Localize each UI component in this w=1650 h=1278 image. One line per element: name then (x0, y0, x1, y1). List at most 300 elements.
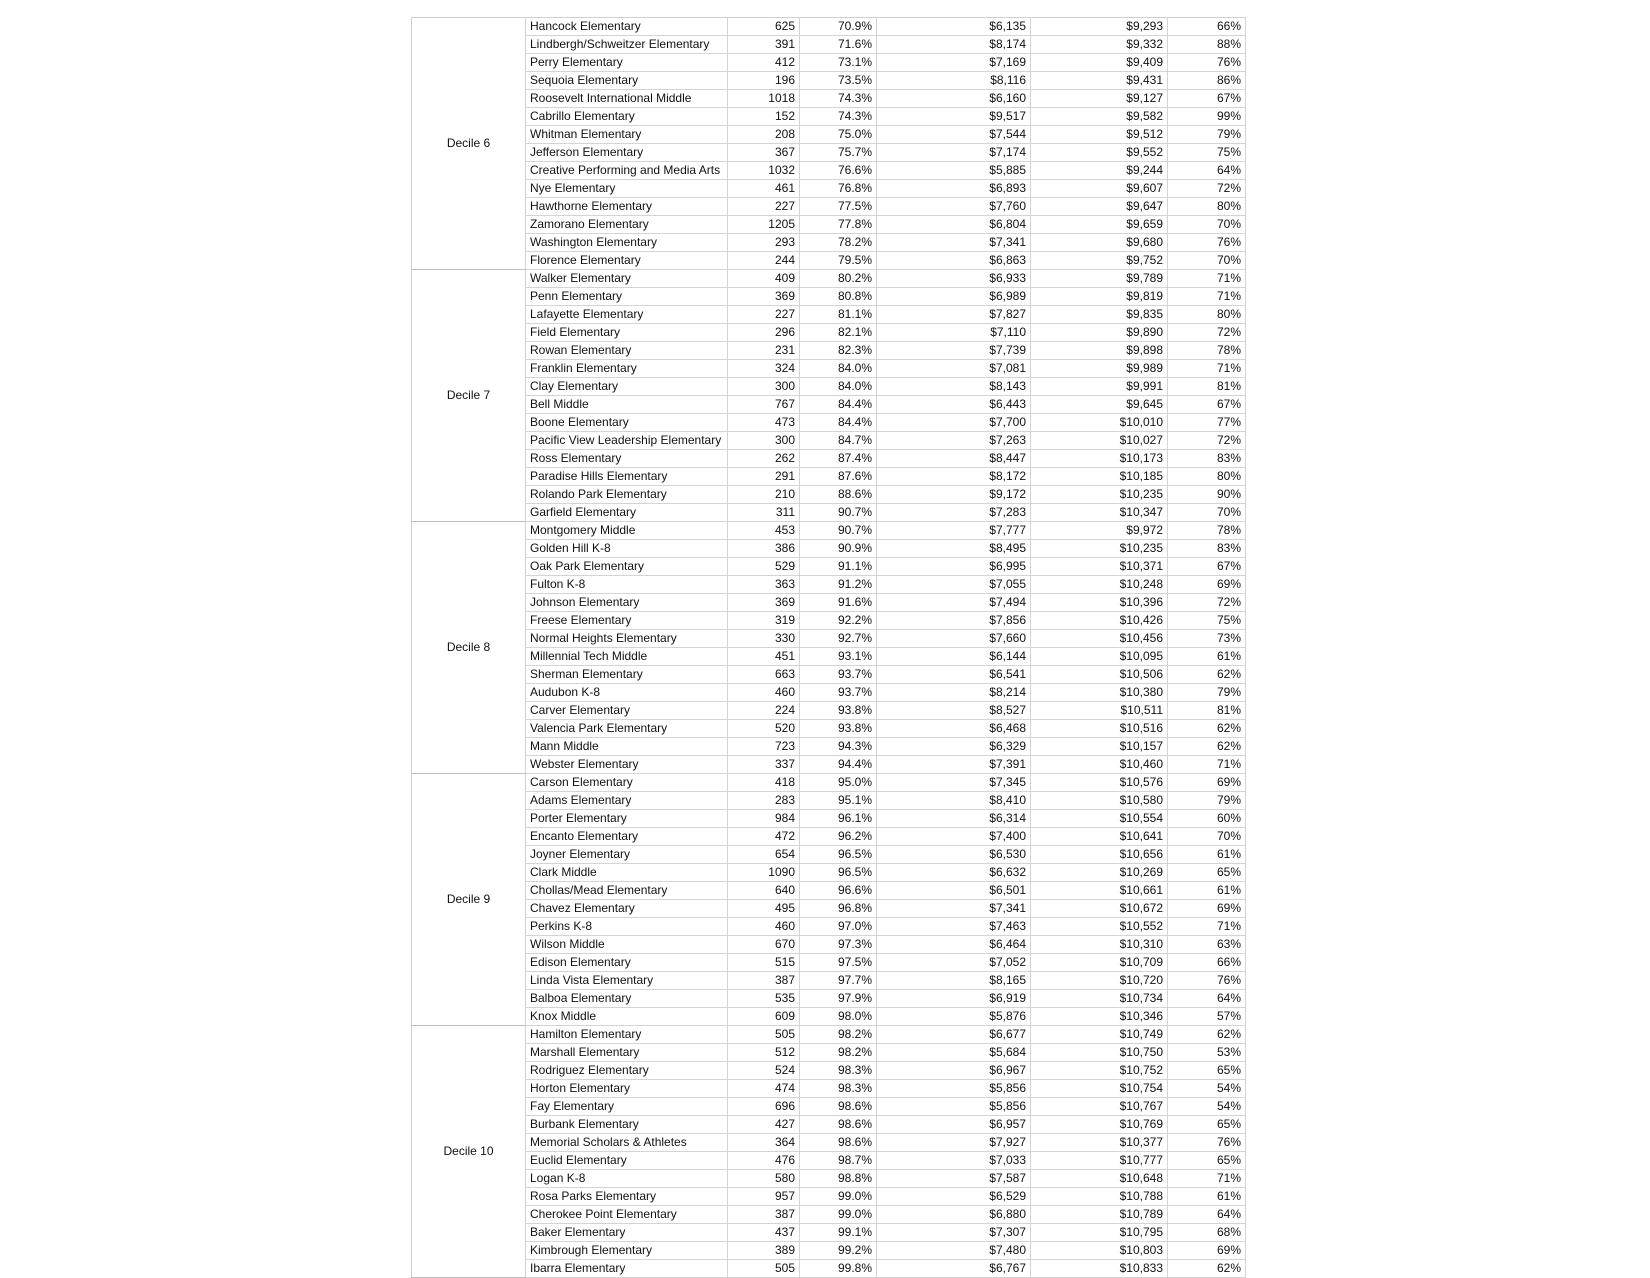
cell-pct: 99.2% (800, 1242, 877, 1260)
cell-ratio: 86% (1168, 72, 1246, 90)
cell-spend-a: $8,527 (877, 702, 1031, 720)
cell-enrollment: 1090 (728, 864, 800, 882)
cell-ratio: 65% (1168, 1062, 1246, 1080)
cell-pct: 96.5% (800, 846, 877, 864)
table-row (412, 1206, 1246, 1224)
table-row (412, 1152, 1246, 1170)
cell-pct: 77.8% (800, 216, 877, 234)
cell-ratio: 83% (1168, 450, 1246, 468)
cell-spend-b: $10,235 (1031, 486, 1168, 504)
cell-enrollment: 311 (728, 504, 800, 522)
cell-spend-a: $7,760 (877, 198, 1031, 216)
cell-name: Logan K-8 (526, 1170, 728, 1188)
cell-ratio: 76% (1168, 234, 1246, 252)
cell-spend-a: $6,957 (877, 1116, 1031, 1134)
cell-name: Hancock Elementary (526, 18, 728, 36)
cell-name: Lindbergh/Schweitzer Elementary (526, 36, 728, 54)
table-row (412, 522, 1246, 540)
cell-name: Horton Elementary (526, 1080, 728, 1098)
cell-spend-a: $7,400 (877, 828, 1031, 846)
cell-spend-b: $9,972 (1031, 522, 1168, 540)
cell-pct: 97.0% (800, 918, 877, 936)
cell-name: Clark Middle (526, 864, 728, 882)
table-row (412, 18, 1246, 36)
table-row (412, 450, 1246, 468)
cell-name: Chavez Elementary (526, 900, 728, 918)
cell-ratio: 66% (1168, 954, 1246, 972)
cell-spend-a: $7,341 (877, 900, 1031, 918)
cell-ratio: 71% (1168, 360, 1246, 378)
cell-ratio: 71% (1168, 756, 1246, 774)
cell-name: Garfield Elementary (526, 504, 728, 522)
cell-enrollment: 670 (728, 936, 800, 954)
cell-enrollment: 451 (728, 648, 800, 666)
cell-spend-a: $8,116 (877, 72, 1031, 90)
cell-name: Roosevelt International Middle (526, 90, 728, 108)
cell-name: Rowan Elementary (526, 342, 728, 360)
cell-spend-b: $9,293 (1031, 18, 1168, 36)
cell-spend-a: $8,495 (877, 540, 1031, 558)
cell-pct: 70.9% (800, 18, 877, 36)
cell-enrollment: 324 (728, 360, 800, 378)
cell-enrollment: 291 (728, 468, 800, 486)
cell-name: Carson Elementary (526, 774, 728, 792)
table-row (412, 180, 1246, 198)
cell-enrollment: 409 (728, 270, 800, 288)
cell-name: Wilson Middle (526, 936, 728, 954)
cell-spend-a: $6,767 (877, 1260, 1031, 1278)
cell-ratio: 70% (1168, 216, 1246, 234)
cell-spend-b: $10,720 (1031, 972, 1168, 990)
cell-enrollment: 609 (728, 1008, 800, 1026)
cell-ratio: 70% (1168, 828, 1246, 846)
cell-pct: 84.4% (800, 396, 877, 414)
cell-ratio: 73% (1168, 630, 1246, 648)
cell-spend-a: $7,463 (877, 918, 1031, 936)
table-row (412, 1008, 1246, 1026)
table-row (412, 324, 1246, 342)
cell-pct: 84.0% (800, 378, 877, 396)
cell-name: Perry Elementary (526, 54, 728, 72)
cell-enrollment: 1018 (728, 90, 800, 108)
cell-spend-b: $9,512 (1031, 126, 1168, 144)
cell-enrollment: 412 (728, 54, 800, 72)
cell-spend-a: $6,541 (877, 666, 1031, 684)
decile-school-table (411, 17, 1246, 1278)
table-row (412, 1098, 1246, 1116)
cell-enrollment: 283 (728, 792, 800, 810)
cell-spend-b: $10,709 (1031, 954, 1168, 972)
table-row (412, 954, 1246, 972)
cell-ratio: 69% (1168, 576, 1246, 594)
cell-ratio: 78% (1168, 342, 1246, 360)
table-row (412, 576, 1246, 594)
cell-ratio: 71% (1168, 270, 1246, 288)
table-row (412, 468, 1246, 486)
table-row (412, 396, 1246, 414)
cell-name: Franklin Elementary (526, 360, 728, 378)
table-row (412, 594, 1246, 612)
cell-name: Cherokee Point Elementary (526, 1206, 728, 1224)
cell-spend-b: $10,641 (1031, 828, 1168, 846)
table-row (412, 252, 1246, 270)
cell-spend-a: $7,341 (877, 234, 1031, 252)
cell-spend-a: $6,677 (877, 1026, 1031, 1044)
cell-ratio: 80% (1168, 198, 1246, 216)
cell-ratio: 54% (1168, 1080, 1246, 1098)
cell-enrollment: 473 (728, 414, 800, 432)
table-row (412, 360, 1246, 378)
cell-name: Lafayette Elementary (526, 306, 728, 324)
cell-name: Perkins K-8 (526, 918, 728, 936)
cell-pct: 73.5% (800, 72, 877, 90)
cell-pct: 99.8% (800, 1260, 877, 1278)
cell-pct: 97.7% (800, 972, 877, 990)
cell-pct: 98.7% (800, 1152, 877, 1170)
cell-enrollment: 363 (728, 576, 800, 594)
cell-enrollment: 208 (728, 126, 800, 144)
cell-spend-a: $6,893 (877, 180, 1031, 198)
cell-enrollment: 984 (728, 810, 800, 828)
cell-pct: 98.2% (800, 1026, 877, 1044)
cell-pct: 92.7% (800, 630, 877, 648)
cell-spend-a: $5,856 (877, 1098, 1031, 1116)
cell-spend-a: $6,632 (877, 864, 1031, 882)
cell-pct: 74.3% (800, 108, 877, 126)
cell-enrollment: 472 (728, 828, 800, 846)
cell-enrollment: 460 (728, 918, 800, 936)
cell-pct: 77.5% (800, 198, 877, 216)
cell-name: Clay Elementary (526, 378, 728, 396)
cell-name: Florence Elementary (526, 252, 728, 270)
cell-ratio: 90% (1168, 486, 1246, 504)
cell-name: Boone Elementary (526, 414, 728, 432)
cell-pct: 76.6% (800, 162, 877, 180)
cell-name: Ross Elementary (526, 450, 728, 468)
cell-pct: 98.3% (800, 1080, 877, 1098)
cell-spend-a: $8,214 (877, 684, 1031, 702)
cell-spend-b: $9,647 (1031, 198, 1168, 216)
cell-ratio: 72% (1168, 432, 1246, 450)
cell-enrollment: 152 (728, 108, 800, 126)
cell-name: Linda Vista Elementary (526, 972, 728, 990)
cell-enrollment: 1032 (728, 162, 800, 180)
cell-enrollment: 293 (728, 234, 800, 252)
cell-spend-a: $6,880 (877, 1206, 1031, 1224)
cell-spend-b: $10,769 (1031, 1116, 1168, 1134)
table-row (412, 198, 1246, 216)
cell-ratio: 71% (1168, 1170, 1246, 1188)
cell-ratio: 61% (1168, 846, 1246, 864)
cell-name: Penn Elementary (526, 288, 728, 306)
cell-spend-a: $5,885 (877, 162, 1031, 180)
cell-spend-b: $10,371 (1031, 558, 1168, 576)
cell-pct: 93.7% (800, 684, 877, 702)
cell-spend-b: $9,431 (1031, 72, 1168, 90)
table-row (412, 828, 1246, 846)
cell-name: Adams Elementary (526, 792, 728, 810)
cell-ratio: 67% (1168, 396, 1246, 414)
cell-enrollment: 1205 (728, 216, 800, 234)
cell-spend-a: $7,777 (877, 522, 1031, 540)
cell-ratio: 65% (1168, 864, 1246, 882)
cell-name: Sequoia Elementary (526, 72, 728, 90)
table-row (412, 1242, 1246, 1260)
cell-enrollment: 367 (728, 144, 800, 162)
cell-enrollment: 387 (728, 972, 800, 990)
cell-ratio: 83% (1168, 540, 1246, 558)
cell-name: Porter Elementary (526, 810, 728, 828)
cell-spend-a: $7,033 (877, 1152, 1031, 1170)
cell-enrollment: 244 (728, 252, 800, 270)
cell-pct: 87.4% (800, 450, 877, 468)
cell-name: Pacific View Leadership Elementary (526, 432, 728, 450)
cell-ratio: 77% (1168, 414, 1246, 432)
cell-name: Balboa Elementary (526, 990, 728, 1008)
cell-spend-b: $10,661 (1031, 882, 1168, 900)
cell-enrollment: 337 (728, 756, 800, 774)
cell-ratio: 72% (1168, 594, 1246, 612)
decile-label: Decile 8 (412, 522, 526, 774)
cell-spend-a: $7,174 (877, 144, 1031, 162)
table-row (412, 1224, 1246, 1242)
cell-name: Kimbrough Elementary (526, 1242, 728, 1260)
cell-ratio: 67% (1168, 558, 1246, 576)
cell-name: Baker Elementary (526, 1224, 728, 1242)
table-row (412, 540, 1246, 558)
table-row (412, 144, 1246, 162)
cell-pct: 99.0% (800, 1206, 877, 1224)
cell-spend-b: $10,789 (1031, 1206, 1168, 1224)
cell-pct: 73.1% (800, 54, 877, 72)
cell-pct: 87.6% (800, 468, 877, 486)
cell-spend-b: $10,833 (1031, 1260, 1168, 1278)
cell-enrollment: 512 (728, 1044, 800, 1062)
cell-spend-a: $7,391 (877, 756, 1031, 774)
cell-ratio: 62% (1168, 738, 1246, 756)
cell-pct: 84.4% (800, 414, 877, 432)
table-row (412, 1188, 1246, 1206)
table-row (412, 990, 1246, 1008)
cell-enrollment: 696 (728, 1098, 800, 1116)
table-row (412, 864, 1246, 882)
cell-spend-a: $7,263 (877, 432, 1031, 450)
cell-spend-a: $7,480 (877, 1242, 1031, 1260)
cell-spend-b: $9,835 (1031, 306, 1168, 324)
cell-pct: 98.6% (800, 1134, 877, 1152)
cell-spend-a: $6,314 (877, 810, 1031, 828)
cell-ratio: 64% (1168, 162, 1246, 180)
cell-ratio: 71% (1168, 288, 1246, 306)
cell-ratio: 79% (1168, 126, 1246, 144)
cell-enrollment: 529 (728, 558, 800, 576)
cell-name: Valencia Park Elementary (526, 720, 728, 738)
cell-enrollment: 640 (728, 882, 800, 900)
table-row (412, 1080, 1246, 1098)
cell-enrollment: 369 (728, 288, 800, 306)
cell-spend-b: $10,347 (1031, 504, 1168, 522)
cell-spend-b: $10,095 (1031, 648, 1168, 666)
cell-pct: 88.6% (800, 486, 877, 504)
cell-name: Knox Middle (526, 1008, 728, 1026)
cell-ratio: 53% (1168, 1044, 1246, 1062)
cell-spend-a: $7,739 (877, 342, 1031, 360)
table-row (412, 900, 1246, 918)
cell-ratio: 61% (1168, 882, 1246, 900)
cell-name: Whitman Elementary (526, 126, 728, 144)
cell-spend-a: $7,544 (877, 126, 1031, 144)
cell-enrollment: 330 (728, 630, 800, 648)
cell-spend-b: $9,898 (1031, 342, 1168, 360)
cell-name: Bell Middle (526, 396, 728, 414)
cell-spend-b: $10,767 (1031, 1098, 1168, 1116)
cell-enrollment: 369 (728, 594, 800, 612)
cell-spend-a: $7,283 (877, 504, 1031, 522)
cell-name: Millennial Tech Middle (526, 648, 728, 666)
cell-name: Sherman Elementary (526, 666, 728, 684)
cell-name: Paradise Hills Elementary (526, 468, 728, 486)
cell-ratio: 64% (1168, 990, 1246, 1008)
table-row (412, 432, 1246, 450)
cell-pct: 82.1% (800, 324, 877, 342)
cell-ratio: 78% (1168, 522, 1246, 540)
cell-name: Field Elementary (526, 324, 728, 342)
decile-label: Decile 6 (412, 18, 526, 270)
cell-ratio: 69% (1168, 1242, 1246, 1260)
cell-spend-a: $7,055 (877, 576, 1031, 594)
cell-pct: 90.7% (800, 504, 877, 522)
cell-spend-a: $6,329 (877, 738, 1031, 756)
cell-enrollment: 580 (728, 1170, 800, 1188)
cell-ratio: 71% (1168, 918, 1246, 936)
cell-name: Creative Performing and Media Arts (526, 162, 728, 180)
cell-spend-a: $7,856 (877, 612, 1031, 630)
cell-name: Rosa Parks Elementary (526, 1188, 728, 1206)
table-row (412, 666, 1246, 684)
cell-spend-a: $7,660 (877, 630, 1031, 648)
cell-name: Hamilton Elementary (526, 1026, 728, 1044)
cell-spend-b: $9,659 (1031, 216, 1168, 234)
cell-name: Edison Elementary (526, 954, 728, 972)
cell-pct: 75.0% (800, 126, 877, 144)
cell-spend-b: $9,819 (1031, 288, 1168, 306)
cell-spend-b: $10,788 (1031, 1188, 1168, 1206)
cell-ratio: 72% (1168, 324, 1246, 342)
table-row (412, 630, 1246, 648)
cell-pct: 82.3% (800, 342, 877, 360)
cell-spend-b: $10,511 (1031, 702, 1168, 720)
cell-spend-b: $10,803 (1031, 1242, 1168, 1260)
cell-name: Ibarra Elementary (526, 1260, 728, 1278)
table-row (412, 1062, 1246, 1080)
cell-name: Fay Elementary (526, 1098, 728, 1116)
cell-ratio: 66% (1168, 18, 1246, 36)
table-row (412, 1170, 1246, 1188)
cell-spend-b: $9,332 (1031, 36, 1168, 54)
cell-enrollment: 515 (728, 954, 800, 972)
cell-pct: 80.2% (800, 270, 877, 288)
decile-label: Decile 9 (412, 774, 526, 1026)
cell-pct: 94.3% (800, 738, 877, 756)
cell-ratio: 62% (1168, 720, 1246, 738)
cell-enrollment: 364 (728, 1134, 800, 1152)
cell-spend-b: $9,607 (1031, 180, 1168, 198)
cell-spend-a: $5,856 (877, 1080, 1031, 1098)
cell-enrollment: 227 (728, 306, 800, 324)
cell-enrollment: 495 (728, 900, 800, 918)
cell-spend-a: $6,804 (877, 216, 1031, 234)
cell-spend-b: $10,269 (1031, 864, 1168, 882)
cell-spend-a: $9,517 (877, 108, 1031, 126)
cell-ratio: 62% (1168, 1026, 1246, 1044)
cell-enrollment: 300 (728, 378, 800, 396)
table-row (412, 738, 1246, 756)
cell-spend-a: $6,135 (877, 18, 1031, 36)
table-row (412, 846, 1246, 864)
cell-spend-b: $10,795 (1031, 1224, 1168, 1242)
cell-ratio: 75% (1168, 144, 1246, 162)
cell-spend-a: $7,494 (877, 594, 1031, 612)
cell-enrollment: 476 (728, 1152, 800, 1170)
cell-pct: 91.2% (800, 576, 877, 594)
cell-spend-b: $10,750 (1031, 1044, 1168, 1062)
table-row (412, 558, 1246, 576)
table-row (412, 306, 1246, 324)
table-row (412, 36, 1246, 54)
cell-spend-a: $7,307 (877, 1224, 1031, 1242)
cell-spend-b: $10,460 (1031, 756, 1168, 774)
cell-spend-b: $10,672 (1031, 900, 1168, 918)
cell-ratio: 81% (1168, 702, 1246, 720)
cell-ratio: 67% (1168, 90, 1246, 108)
cell-spend-a: $7,345 (877, 774, 1031, 792)
cell-spend-a: $8,165 (877, 972, 1031, 990)
cell-spend-a: $6,919 (877, 990, 1031, 1008)
cell-ratio: 61% (1168, 1188, 1246, 1206)
cell-spend-b: $10,027 (1031, 432, 1168, 450)
cell-name: Memorial Scholars & Athletes (526, 1134, 728, 1152)
table-row (412, 972, 1246, 990)
cell-pct: 95.1% (800, 792, 877, 810)
cell-name: Euclid Elementary (526, 1152, 728, 1170)
cell-ratio: 62% (1168, 1260, 1246, 1278)
cell-spend-b: $9,789 (1031, 270, 1168, 288)
cell-enrollment: 224 (728, 702, 800, 720)
cell-pct: 91.6% (800, 594, 877, 612)
cell-enrollment: 723 (728, 738, 800, 756)
cell-pct: 96.8% (800, 900, 877, 918)
cell-spend-a: $7,052 (877, 954, 1031, 972)
cell-spend-a: $5,876 (877, 1008, 1031, 1026)
cell-spend-b: $10,734 (1031, 990, 1168, 1008)
cell-spend-a: $8,447 (877, 450, 1031, 468)
table-row (412, 288, 1246, 306)
cell-spend-b: $10,516 (1031, 720, 1168, 738)
cell-pct: 71.6% (800, 36, 877, 54)
cell-name: Marshall Elementary (526, 1044, 728, 1062)
cell-spend-a: $7,081 (877, 360, 1031, 378)
cell-enrollment: 319 (728, 612, 800, 630)
cell-pct: 75.7% (800, 144, 877, 162)
cell-pct: 96.2% (800, 828, 877, 846)
cell-spend-a: $6,529 (877, 1188, 1031, 1206)
table-row (412, 90, 1246, 108)
cell-pct: 93.7% (800, 666, 877, 684)
cell-spend-b: $10,580 (1031, 792, 1168, 810)
table-row (412, 774, 1246, 792)
cell-spend-b: $10,754 (1031, 1080, 1168, 1098)
cell-pct: 97.9% (800, 990, 877, 1008)
